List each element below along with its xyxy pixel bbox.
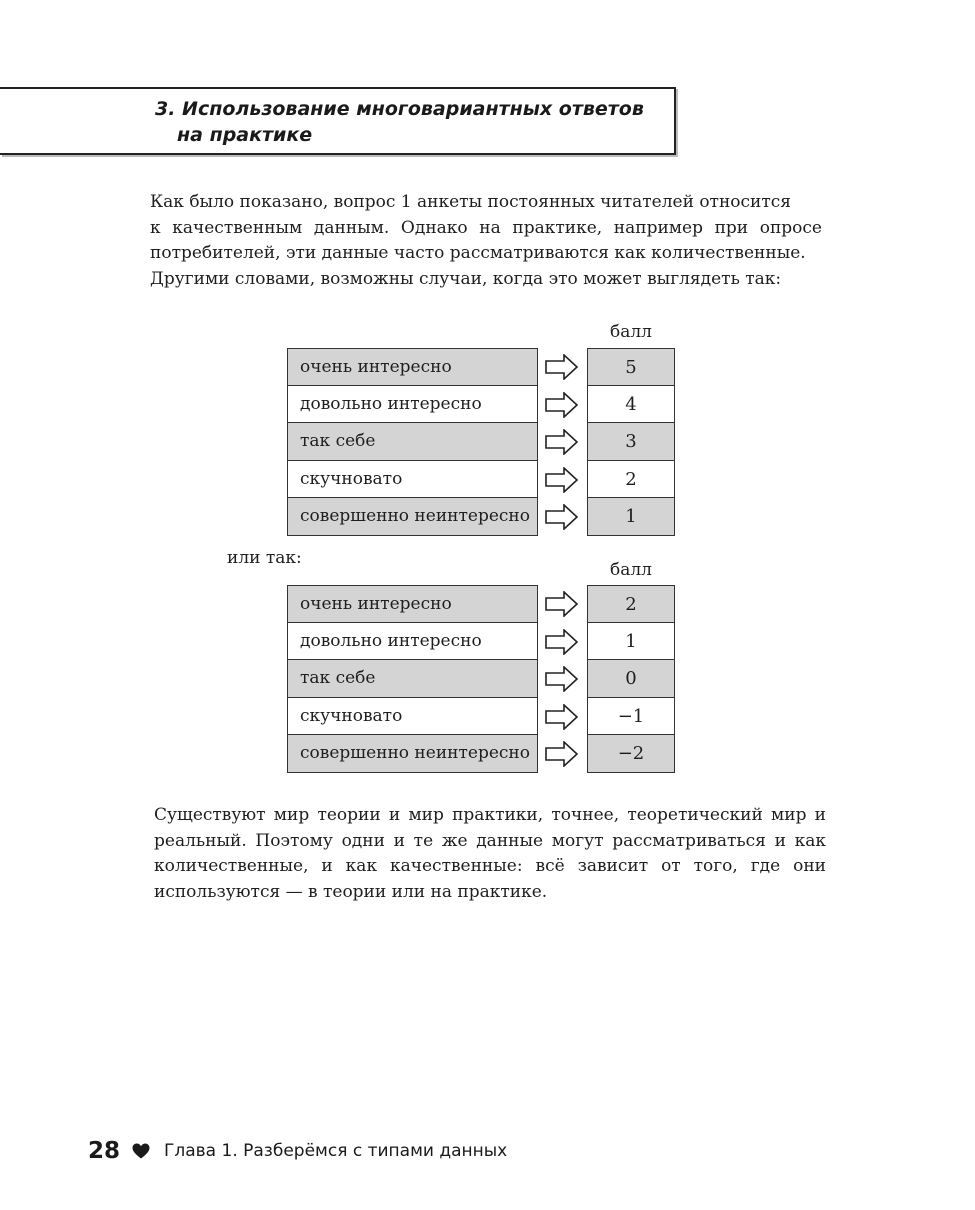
arrow-right-icon (545, 591, 579, 617)
arrow-right-icon (545, 704, 579, 730)
score-value: 4 (587, 386, 675, 424)
heart-icon (132, 1143, 150, 1159)
answer-label: скучновато (287, 461, 538, 499)
answer-label: так себе (287, 660, 538, 698)
score-value: 0 (587, 660, 675, 698)
answer-label: совершенно неинтересно (287, 498, 538, 536)
section-title (155, 96, 675, 148)
answer-label: очень интересно (287, 585, 538, 623)
score-value: −1 (587, 698, 675, 736)
arrow-right-icon (545, 354, 579, 380)
score-value: 1 (587, 623, 675, 661)
arrow-right-icon (545, 467, 579, 493)
answer-label: скучновато (287, 698, 538, 736)
score-header-1: балл (610, 322, 652, 342)
arrow-right-icon (545, 504, 579, 530)
or-label: или так: (227, 548, 302, 568)
intro-line: потребителей, эти данные часто рассматриваются как количественные. (150, 243, 806, 263)
intro-line: Как было показано, вопрос 1 анкеты постоянных читателей относится (150, 192, 792, 212)
intro-line: Другими словами, возможны случаи, когда это может выглядеть так: (150, 268, 782, 289)
score-value: 2 (587, 585, 675, 623)
chapter-title: Глава 1. Разберёмся с типами данных (164, 1141, 508, 1161)
answer-label: очень интересно (287, 348, 538, 386)
conclusion-line: количественные, и как качественные: всё зависит от того, где они (154, 856, 826, 876)
section-title-line1: 3. Использование многовариантных ответов (155, 98, 644, 120)
arrow-right-icon (545, 629, 579, 655)
score-header-2: балл (610, 560, 652, 580)
arrow-right-icon (545, 666, 579, 692)
score-value: 3 (587, 423, 675, 461)
score-value: −2 (587, 735, 675, 773)
score-value: 2 (587, 461, 675, 499)
page-footer (88, 1134, 507, 1168)
intro-paragraph (150, 190, 822, 292)
score-value: 1 (587, 498, 675, 536)
answer-label: довольно интересно (287, 386, 538, 424)
score-value: 5 (587, 348, 675, 386)
answer-label: совершенно неинтересно (287, 735, 538, 773)
arrow-right-icon (545, 392, 579, 418)
arrow-right-icon (545, 429, 579, 455)
intro-line: к качественным данным. Однако на практике, например при опросе (150, 217, 822, 238)
conclusion-line: Существуют мир теории и мир практики, точнее, теоретический мир и (154, 805, 826, 825)
page-number: 28 (88, 1138, 121, 1164)
arrow-right-icon (545, 741, 579, 767)
conclusion-line: используются — в теории или на практике. (154, 881, 548, 902)
answer-label: довольно интересно (287, 623, 538, 661)
conclusion-paragraph (154, 803, 826, 905)
answer-label: так себе (287, 423, 538, 461)
conclusion-line: реальный. Поэтому одни и те же данные могут рассматриваться и как (154, 830, 826, 851)
section-title-line2: на практике (177, 124, 313, 146)
